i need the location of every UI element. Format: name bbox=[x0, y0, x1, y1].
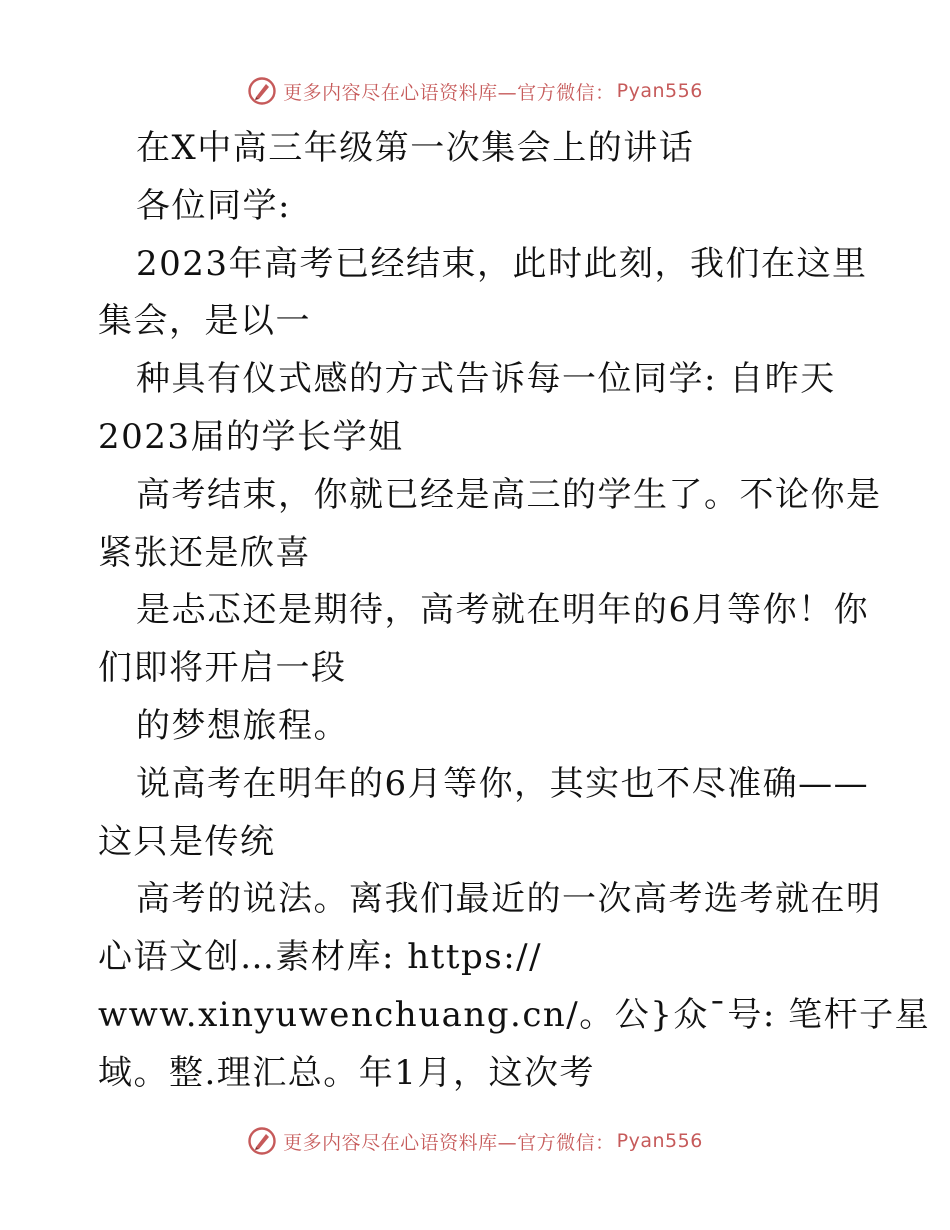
text-line: 高考的说法。离我们最近的一次高考选考就在明 bbox=[136, 879, 882, 920]
banner-text: 更多内容尽在心语资料库—官方微信： bbox=[283, 81, 615, 104]
text-line: 各位同学: bbox=[136, 185, 291, 226]
footer-banner bbox=[0, 1124, 950, 1158]
text-line: 们即将开启一段 bbox=[98, 648, 347, 689]
header-banner bbox=[0, 74, 950, 108]
text-line: 在X中高三年级第一次集会上的讲话 bbox=[136, 128, 695, 168]
banner-wechat-id: Pyan556 bbox=[616, 1130, 703, 1152]
text-line: 的梦想旅程。 bbox=[136, 705, 349, 746]
document-body bbox=[98, 120, 931, 1103]
text-line: 高考结束，你就已经是高三的学生了。不论你是 bbox=[136, 474, 882, 515]
text-line: 域。整.理汇总。年1月，这次考 bbox=[98, 1052, 595, 1093]
banner-wechat-id: Pyan556 bbox=[616, 80, 703, 102]
text-line: 紧张还是欣喜 bbox=[98, 532, 311, 573]
text-line: www.xinyuwenchuang.cn/。公}众¯号: 笔杆子星 bbox=[98, 994, 931, 1035]
text-line: 2023届的学长学姐 bbox=[98, 416, 404, 457]
text-line: 种具有仪式感的方式告诉每一位同学: 自昨天 bbox=[136, 359, 836, 400]
text-line: 这只是传统 bbox=[98, 821, 276, 862]
text-line: 是忐忑还是期待，高考就在明年的6月等你！你 bbox=[136, 590, 870, 631]
banner-text: 更多内容尽在心语资料库—官方微信： bbox=[283, 1131, 615, 1154]
text-line: 2023年高考已经结束，此时此刻，我们在这里 bbox=[136, 243, 868, 284]
text-line: 说高考在明年的6月等你，其实也不尽准确—— bbox=[136, 763, 870, 804]
text-line: 集会，是以一 bbox=[98, 301, 311, 342]
pen-logo-icon bbox=[247, 1126, 277, 1156]
text-line: 心语文创…素材库: https:// bbox=[98, 937, 543, 978]
pen-logo-icon bbox=[247, 76, 277, 106]
